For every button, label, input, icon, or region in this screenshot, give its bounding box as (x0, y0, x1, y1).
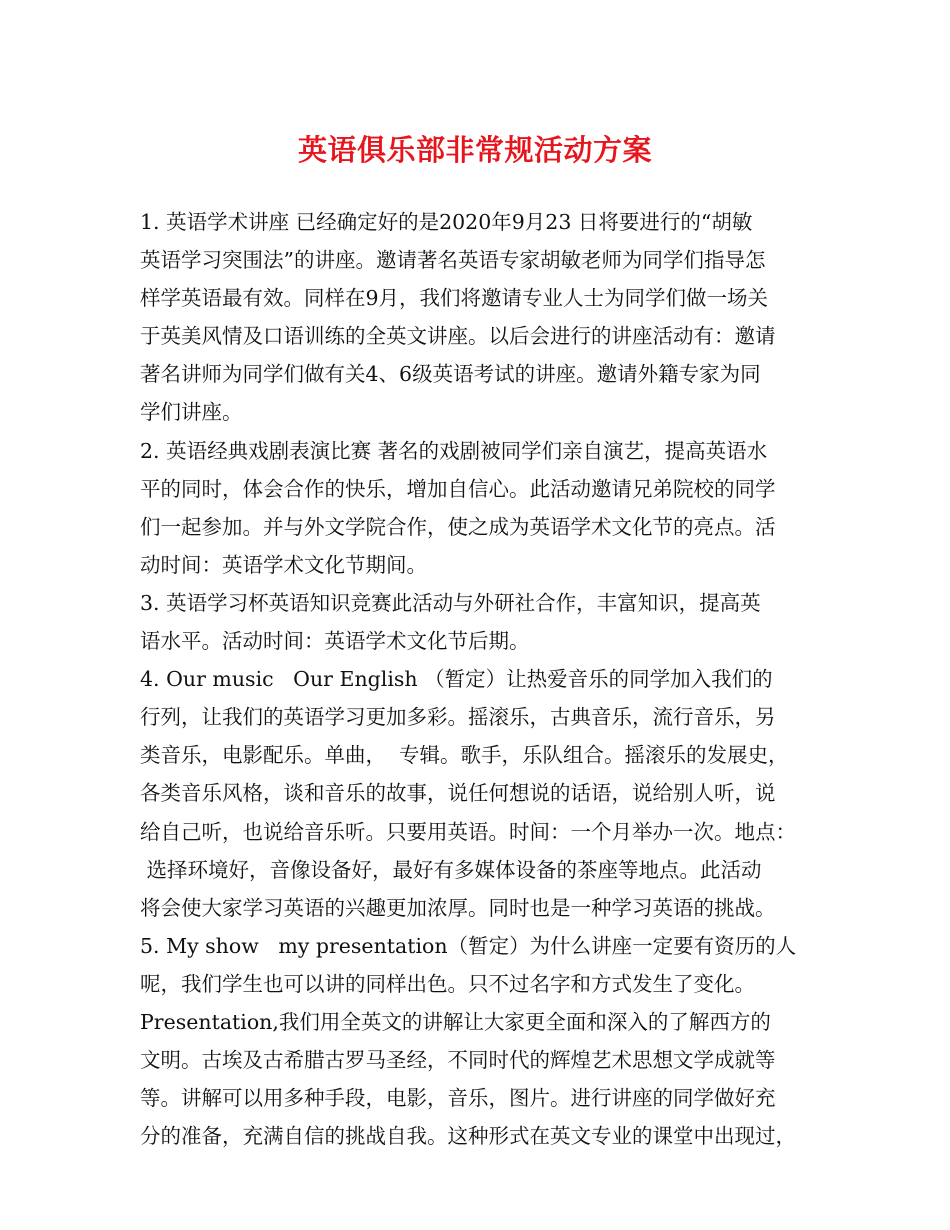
body-line: 类音乐，电影配乐。单曲， 专辑。歌手，乐队组合。摇滚乐的发展史， (140, 743, 789, 768)
body-line: 于英美风情及口语训练的全英文讲座。以后会进行的讲座活动有：邀请 (140, 324, 776, 349)
body-line: 4. Our music Our English （暂定）让热爱音乐的同学加入我们的 (140, 667, 773, 692)
body-line: 等。讲解可以用多种手段，电影，音乐，图片。进行讲座的同学做好充 (140, 1086, 776, 1111)
document-title: 英语俱乐部非常规活动方案 (297, 133, 652, 167)
body-line: 分的准备，充满自信的挑战自我。这种形式在英文专业的课堂中出现过， (140, 1124, 796, 1149)
body-line: 文明。古埃及古希腊古罗马圣经，不同时代的辉煌艺术思想文学成就等 (140, 1048, 776, 1073)
body-line: 1. 英语学术讲座 已经确定好的是2020年9月23 日将要进行的“胡敏 (140, 210, 753, 234)
document-body (140, 203, 830, 1155)
body-line: 平的同时，体会合作的快乐，增加自信心。此活动邀请兄弟院校的同学 (140, 476, 776, 501)
body-line: 呢，我们学生也可以讲的同样出色。只不过名字和方式发生了变化。 (140, 971, 755, 996)
body-line: 3. 英语学习杯英语知识竞赛此活动与外研社合作，丰富知识，提高英 (140, 590, 761, 615)
body-line: 行列，让我们的英语学习更加多彩。摇滚乐，古典音乐，流行音乐，另 (140, 705, 776, 730)
body-line: 各类音乐风格，谈和音乐的故事，说任何想说的话语，说给别人听，说 (140, 781, 776, 806)
body-line: 选择环境好，音像设备好，最好有多媒体设备的茶座等地点。此活动 (140, 857, 762, 882)
body-line: 们一起参加。并与外文学院合作，使之成为英语学术文化节的亮点。活 (140, 514, 776, 539)
body-line: 英语学习突围法”的讲座。邀请著名英语专家胡敏老师为同学们指导怎 (140, 248, 766, 273)
body-line: 2. 英语经典戏剧表演比赛 著名的戏剧被同学们亲自演艺，提高英语水 (140, 438, 768, 463)
body-line: 将会使大家学习英语的兴趣更加浓厚。同时也是一种学习英语的挑战。 (140, 895, 776, 920)
body-line: 样学英语最有效。同样在9月，我们将邀请专业人士为同学们做一场关 (140, 286, 769, 311)
body-line: 给自己听，也说给音乐听。只要用英语。时间：一个月举办一次。地点： (140, 819, 796, 844)
body-line: 学们讲座。 (140, 400, 243, 425)
body-line: 语水平。活动时间：英语学术文化节后期。 (140, 629, 530, 654)
body-line: 著名讲师为同学们做有关4、6级英语考试的讲座。邀请外籍专家为同 (140, 362, 761, 387)
body-line: Presentation,我们用全英文的讲解让大家更全面和深入的了解西方的 (140, 1009, 771, 1034)
body-line: 5. My show my presentation（暂定）为什么讲座一定要有资历的人 (140, 933, 797, 958)
body-line: 动时间：英语学术文化节期间。 (140, 552, 427, 577)
